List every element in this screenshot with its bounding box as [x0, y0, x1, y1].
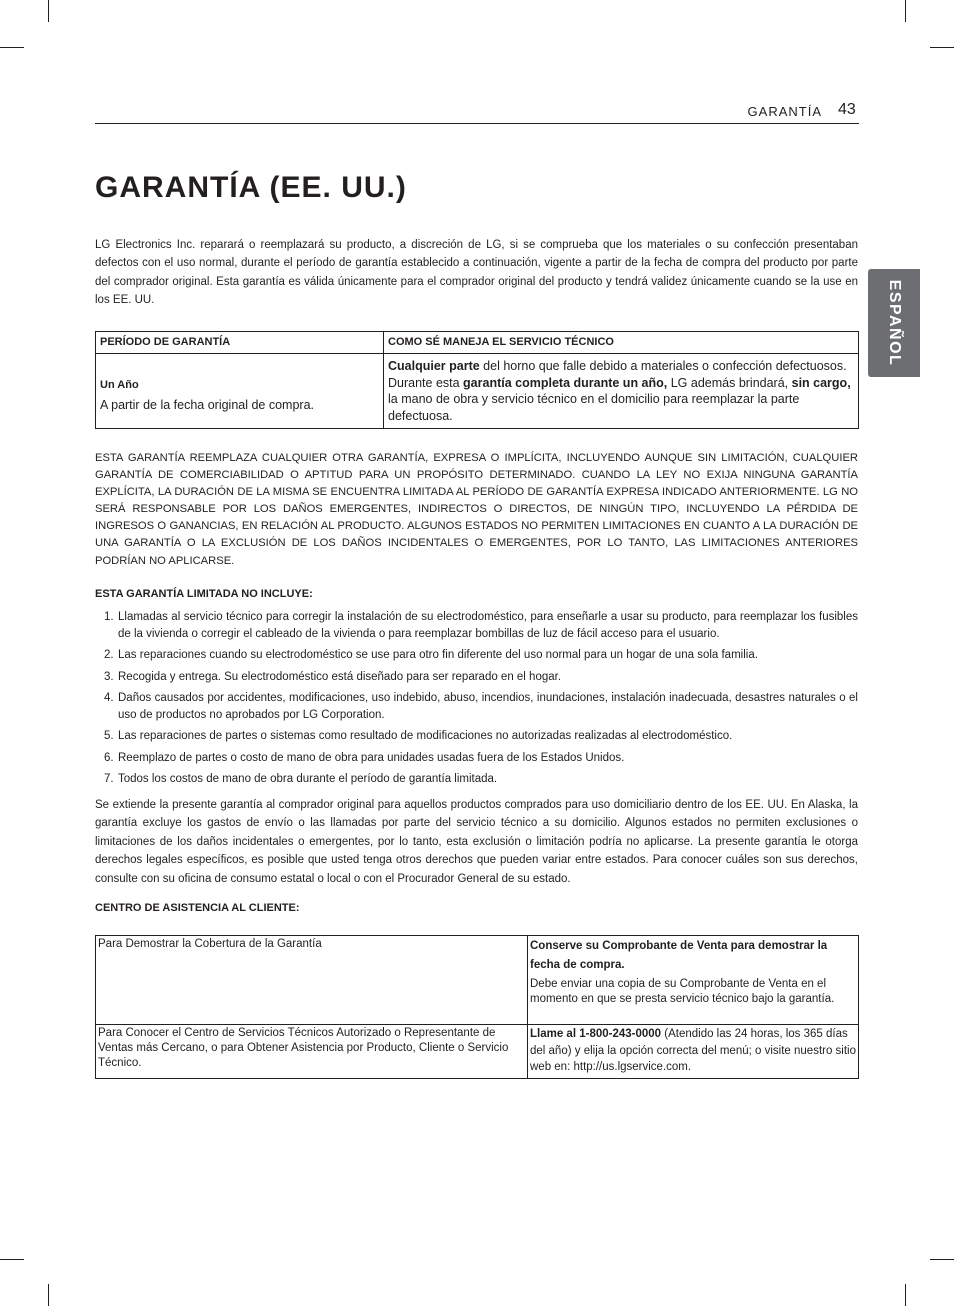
- customer-center-table: [95, 935, 859, 1079]
- list-item: [95, 669, 858, 686]
- extension-paragraph: Se extiende la presente garantía al comprador original para aquellos productos comprados para uso domiciliario dentro de los EE. UU. En Alaska, la garantía excluye los gastos de envío o las llamadas por parte del servicio técnico a su domicilio. Algunos estados no permiten exclusiones o limitaciones de los daños incidentales o emergentes, por lo tanto, esta exclusión o limitación podría no aplicarse. La presente garantía le otorga derechos legales específicos, es posible que usted tenga otros derechos que pueden variar entre estados. Para conocer cuáles son sus derechos, consulte con su oficina de consumo estatal o local o con el Procurador General de su estado.: [95, 799, 858, 885]
- page-number: 43: [838, 101, 856, 118]
- contact-cell: [528, 1025, 859, 1079]
- language-tab-label: ESPAÑOL: [886, 279, 903, 367]
- list-item: [95, 750, 858, 767]
- item-number: 7.: [104, 773, 114, 785]
- language-tab: [868, 269, 920, 377]
- list-item: [95, 609, 858, 642]
- service-bold-1: Cualquier parte: [388, 359, 480, 373]
- warranty-period-cell: [96, 354, 384, 429]
- warranty-period-header: PERÍODO DE GARANTÍA: [96, 332, 384, 354]
- crop-mark: [905, 0, 906, 22]
- item-number: 6.: [104, 751, 114, 764]
- list-item: [95, 728, 858, 745]
- item-number: 5.: [104, 730, 114, 742]
- crop-mark: [0, 1259, 24, 1260]
- item-number: 3.: [104, 670, 114, 683]
- service-cell: [384, 354, 859, 429]
- period-description: A partir de la fecha original de compra.: [100, 398, 315, 413]
- item-text: Reemplazo de partes o costo de mano de obra para unidades usadas fuera de los Estados Unidos.: [118, 751, 625, 764]
- item-text: Todos los costos de mano de obra durante el período de garantía limitada.: [118, 773, 498, 785]
- send-receipt-note: Debe enviar una copia de su Comprobante de Venta en el momento en que se presta servicio técnico bajo la garantía.: [530, 978, 835, 1006]
- service-header: COMO SÉ MANEJA EL SERVICIO TÉCNICO: [384, 332, 859, 354]
- intro-paragraph: LG Electronics Inc. reparará o reemplazará su producto, a discreción de LG, si se comprueba que los materiales o su confección presentaban defectos con el uso normal, durante el período de garantía establecido a continuación, vigente a partir de la fecha de compra del producto por parte del comprador original. Esta garantía es válida únicamente para el comprador original del producto y tendrá validez únicamente cuando se la use en los EE. UU.: [95, 239, 858, 306]
- crop-mark: [0, 47, 24, 48]
- service-text-2: LG además brindará,: [667, 375, 792, 390]
- page-title: GARANTÍA (EE. UU.): [95, 171, 407, 204]
- disclaimer-paragraph: ESTA GARANTÍA REEMPLAZA CUALQUIER OTRA GARANTÍA, EXPRESA O IMPLÍCITA, INCLUYENDO AUNQUE SIN LIMITACIÓN, CUALQUIER GARANTÍA DE COMERCIABILIDAD O APTITUD PARA UN PROPÓSITO DETERMINADO. CUANDO LA LEY NO EXIJA NINGUNA GARANTÍA EXPLÍCITA, LA DURACIÓN DE LA MISMA SE ENCUENTRA LIMITADA AL PERÍODO DE GARANTÍA EXPRESA INDICADO ANTERIORMENTE. LG NO SERÁ RESPONSABLE POR LOS DAÑOS EMERGENTES, INDIRECTOS O DIRECTOS, DE NINGÚN TIPO, INCLUYENDO LA PÉRDIDA DE INGRESOS O GANANCIAS, EN RELACIÓN AL PRODUCTO. ALGUNOS ESTADOS NO PERMITEN LIMITACIONES EN CUANTO A LA DURACIÓN DE UNA GARANTÍA O LA EXCLUSIÓN DE LOS DAÑOS INCIDENTALES O EMERGENTES, POR LO TANTO, LAS LIMITACIONES ANTERIORES PODRÍAN NO APLICARSE.: [95, 452, 858, 567]
- service-text-3: la mano de obra y servicio técnico en el domicilio para reemplazar la parte defectuosa.: [388, 392, 800, 423]
- exclusions-list: [95, 609, 858, 793]
- list-item: [95, 690, 858, 723]
- item-number: 1.: [104, 611, 114, 623]
- item-text: Las reparaciones de partes o sistemas como resultado de modificaciones no autorizadas realizadas al electrodoméstico.: [118, 730, 733, 742]
- keep-receipt-note: Conserve su Comprobante de Venta para demostrar la fecha de compra.: [530, 940, 828, 971]
- running-head: GARANTÍA: [747, 104, 822, 119]
- period-name: Un Año: [100, 378, 139, 391]
- service-bold-3: sin cargo,: [791, 375, 851, 390]
- crop-mark: [930, 47, 954, 48]
- crop-mark: [48, 1284, 49, 1306]
- list-item: [95, 771, 858, 788]
- service-text-1: del horno que falle debido a materiales o confección defectuosos. Durante esta: [388, 359, 847, 390]
- service-center-label: Para Conocer el Centro de Servicios Técnicos Autorizado o Representante de Ventas más Cercano, o para Obtener Asistencia por Producto, Cliente o Servicio Técnico.: [96, 1025, 528, 1079]
- header-rule: [95, 123, 859, 124]
- contact-details: (Atendido las 24 horas, los 365 días del año) y elija la opción correcta del menú; o visite nuestro sitio web en: http://us.lgservice.com.: [530, 1028, 857, 1073]
- item-number: 2.: [104, 649, 114, 661]
- crop-mark: [930, 1259, 954, 1260]
- item-text: Recogida y entrega. Su electrodoméstico está diseñado para ser reparado en el hogar.: [118, 670, 562, 683]
- item-text: Daños causados por accidentes, modificaciones, uso indebido, abuso, incendios, inundaciones, instalación inadecuada, desastres naturales o el uso de productos no aprobados por LG Corporation.: [118, 692, 858, 721]
- item-text: Las reparaciones cuando su electrodoméstico se use para otro fin diferente del uso normal para un hogar de una sola familia.: [118, 649, 758, 661]
- customer-center-heading: CENTRO DE ASISTENCIA AL CLIENTE:: [95, 902, 300, 914]
- proof-coverage-cell: [528, 936, 859, 1025]
- crop-mark: [905, 1284, 906, 1306]
- item-number: 4.: [104, 692, 114, 704]
- exclusions-heading: ESTA GARANTÍA LIMITADA NO INCLUYE:: [95, 588, 313, 600]
- crop-mark: [48, 0, 49, 22]
- proof-coverage-label: Para Demostrar la Cobertura de la Garantía: [96, 936, 528, 1025]
- list-item: [95, 647, 858, 664]
- warranty-table: [95, 331, 859, 429]
- service-bold-2: garantía completa durante un año,: [463, 375, 668, 390]
- phone-number: Llame al 1-800-243-0000: [530, 1028, 662, 1040]
- item-text: Llamadas al servicio técnico para corregir la instalación de su electrodoméstico, para enseñarle a usar su producto, para reemplazar los fusibles de la vivienda o corregir el cableado de la vivienda o para reemplazar bombillas de luz de fácil acceso para el usuario.: [118, 611, 858, 640]
